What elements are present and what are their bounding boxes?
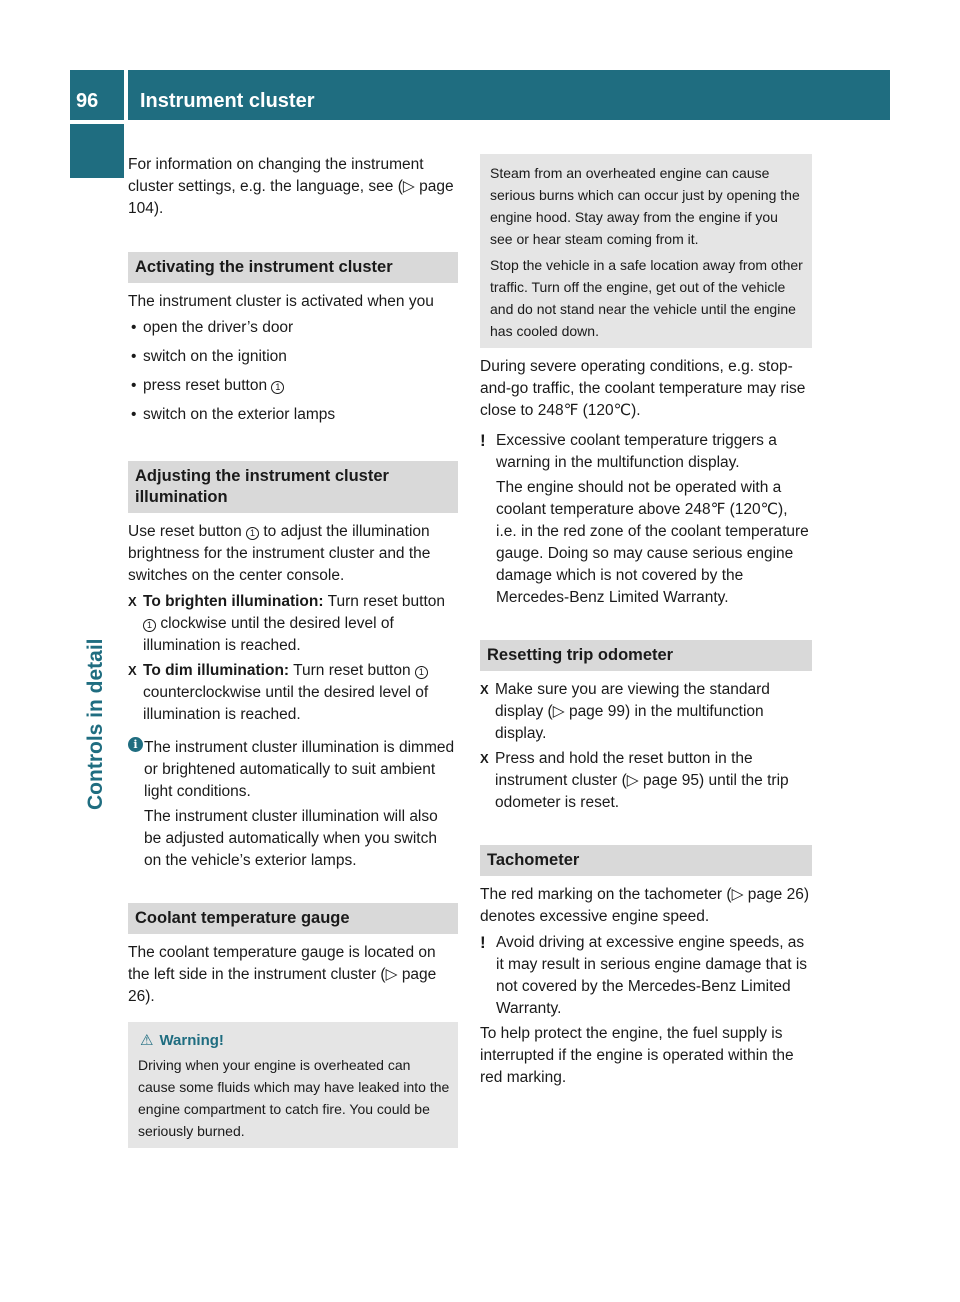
info-note-continued: The instrument cluster illumination will also be adjusted automatically when you switch on the vehicle’s exterior lamps. [144,808,438,869]
warning-text-steam: Steam from an overheated engine can cause serious burns which can occur just by opening the engine hood. Stay away from the engine if you see or hear steam coming from it. [490,165,800,247]
section-heading-adjusting: Adjusting the instrument cluster illumination [128,461,458,513]
reset-button-number-icon: 1 [415,666,428,679]
tachometer-text: The red marking on the tachometer (▷ page 26) denotes excessive engine speed. [480,886,809,925]
side-label [84,510,114,810]
step-dim: X To dim illumination: Turn reset button 1 counterclockwise until the desired level of illumination is reached. [128,662,429,723]
exclamation-icon: ! [480,933,486,952]
step-reset-button: X Press and hold the reset button in the instrument cluster (▷ page 95) until the trip odometer is reset. [480,750,789,811]
bullet-icon: • [131,406,137,423]
info-icon: i [128,737,143,752]
intro-text: For information on changing the instrument cluster settings, e.g. the language, see (▷ page 104). [128,156,454,217]
warning-triangle-icon: ⚠ [140,1032,154,1049]
severe-conditions-text: During severe operating conditions, e.g. stop-and-go traffic, the coolant temperature may rise close to 248℉ (120℃). [480,358,806,419]
reset-button-number-icon: 1 [271,381,284,394]
step-brighten: X To brighten illumination: Turn reset button 1 clockwise until the desired level of illumination is reached. [128,593,446,654]
bullet-icon: • [131,377,137,394]
step-arrow-icon: X [480,751,489,766]
coolant-text: The coolant temperature gauge is located on the left side in the instrument cluster (▷ page 26). [128,944,437,1005]
list-item: • open the driver’s door [128,317,458,339]
reset-button-number-icon: 1 [143,619,156,632]
exclamation-icon: ! [480,431,486,450]
section-heading-tachometer: Tachometer [480,845,812,876]
section-heading-coolant: Coolant temperature gauge [128,903,458,934]
side-tab [70,124,124,178]
section-heading-trip: Resetting trip odometer [480,640,812,671]
list-item: • switch on the ignition [128,346,458,368]
adjusting-lead: Use reset button 1 to adjust the illumination brightness for the instrument cluster and the switches on the center console. [128,523,431,584]
activating-lead: The instrument cluster is activated when you [128,293,434,310]
list-item: • switch on the exterior lamps [128,404,458,426]
fuel-supply-text: To help protect the engine, the fuel supply is interrupted if the engine is operated within the red marking. [480,1025,794,1086]
step-arrow-icon: X [128,663,137,678]
caution-note: ! Excessive coolant temperature triggers a warning in the multifunction display. [480,431,777,471]
right-column [480,154,812,1093]
caution-note-continued: The engine should not be operated with a coolant temperature above 248℉ (120℃), i.e. in the red zone of the coolant temperature gauge. Doing so may cause serious engine damage which is not covered by the Mercedes-Benz Limited Warranty. [496,479,809,606]
list-item: • press reset button 1 [128,375,458,397]
warning-heading: ⚠ Warning! [138,1030,450,1052]
bullet-icon: • [131,319,137,336]
step-standard-display: X Make sure you are viewing the standard display (▷ page 99) in the multifunction display. [480,681,770,742]
warning-box-continued [480,154,812,348]
bullet-icon: • [131,348,137,365]
section-heading-activating: Activating the instrument cluster [128,252,458,283]
warning-text: Driving when your engine is overheated can cause some fluids which may have leaked into the engine compartment to catch fire. You could be seriously burned. [138,1057,450,1139]
page-number: 96 [76,90,99,112]
warning-text-stop: Stop the vehicle in a safe location away from other traffic. Turn off the engine, get out of the vehicle and do not stand near the vehicle until the engine has cooled down. [490,257,803,339]
caution-note-speed: ! Avoid driving at excessive engine speeds, as it may result in serious engine damage that is not covered by the Mercedes-Benz Limited Warranty. [480,933,808,1017]
step-arrow-icon: X [128,594,137,609]
reset-button-number-icon: 1 [246,527,259,540]
info-note: i The instrument cluster illumination is dimmed or brightened automatically to suit ambient light conditions. [128,737,458,803]
warning-box [128,1022,458,1148]
step-arrow-icon: X [480,682,489,697]
page-title: Instrument cluster [140,90,315,112]
left-column [128,154,458,1148]
side-label-text: Controls in detail [84,638,107,810]
